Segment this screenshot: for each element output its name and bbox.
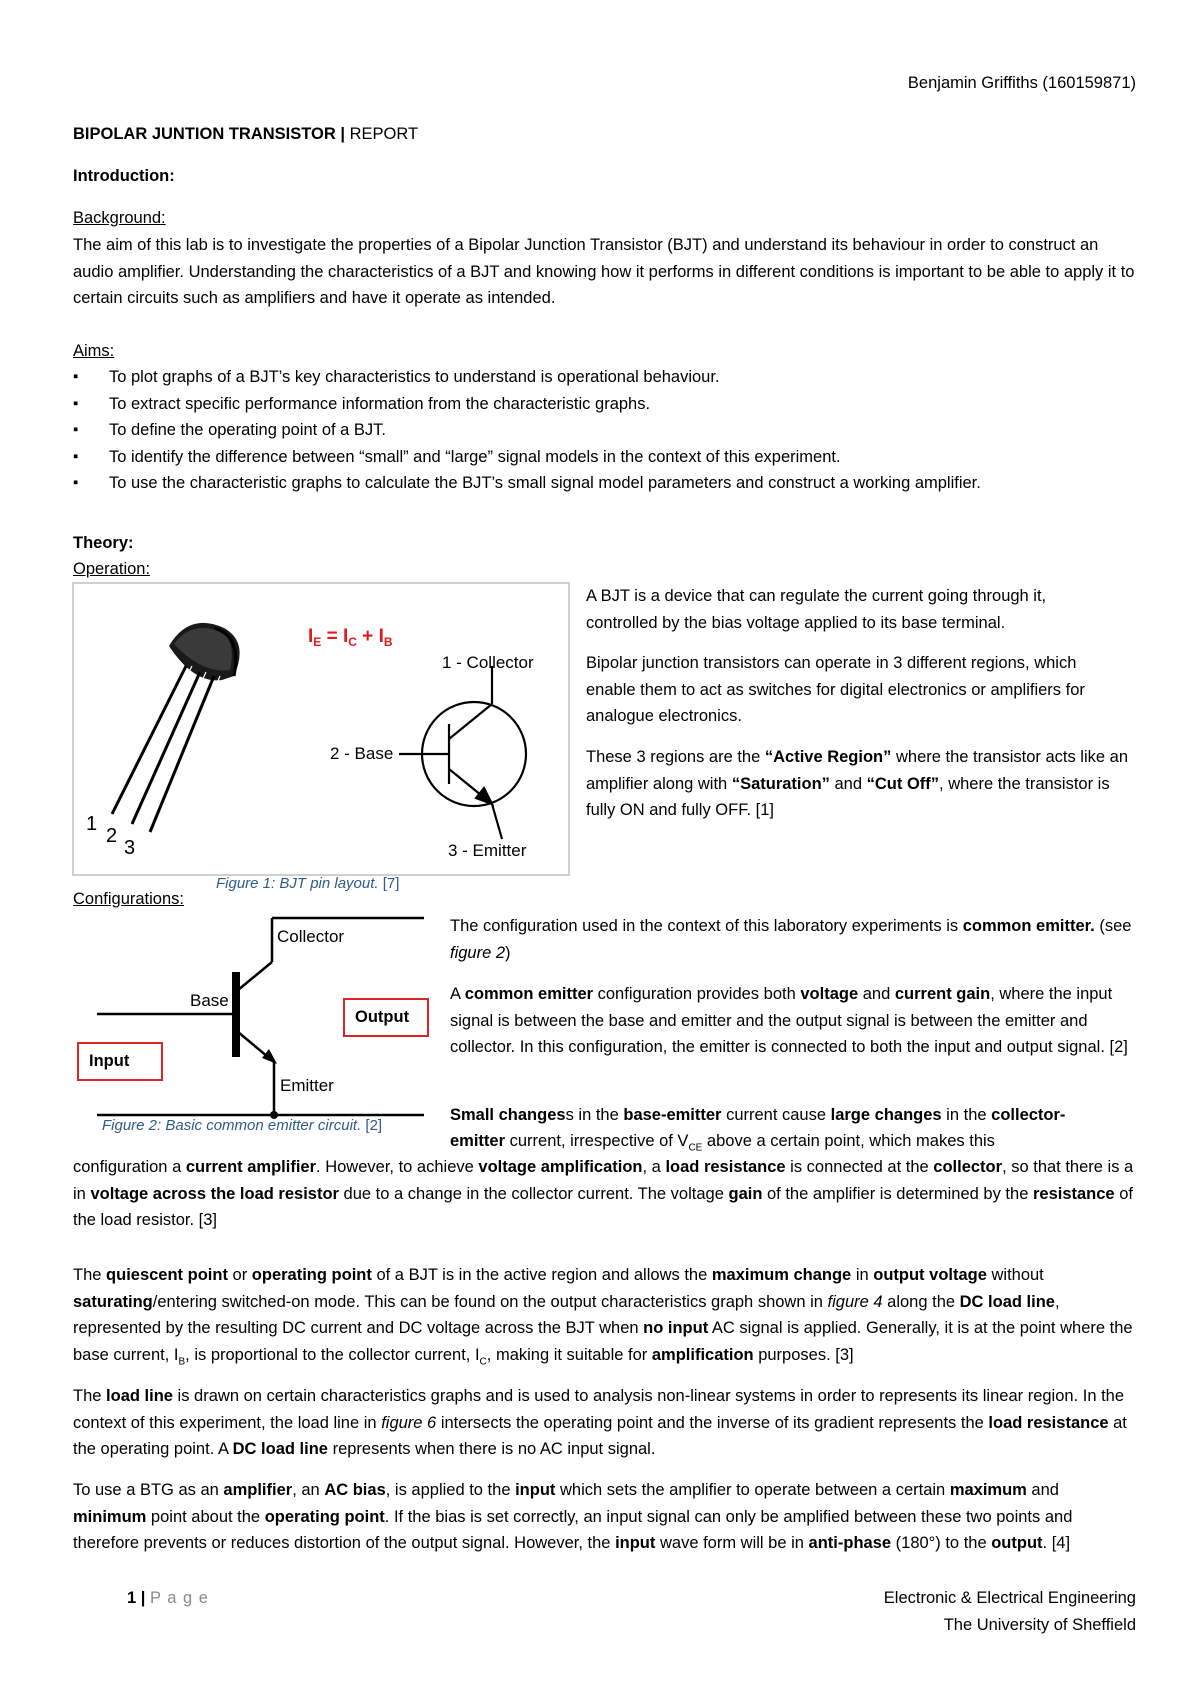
footer-page-number <box>127 1585 209 1612</box>
pin-label: 2 <box>106 825 118 847</box>
title-bold: BIPOLAR JUNTION TRANSISTOR | <box>73 125 345 143</box>
figure-1-caption-ref: [7] <box>378 875 400 892</box>
report-title <box>73 121 418 148</box>
aims-list <box>73 364 1135 497</box>
footer-department: Electronic & Electrical Engineering <box>883 1589 1136 1607</box>
fig2-collector-label: Collector <box>277 927 345 946</box>
aims-heading: Aims: <box>73 342 115 360</box>
page-word: P a g e <box>149 1589 209 1607</box>
configurations-heading: Configurations: <box>73 890 184 908</box>
page-separator: | <box>136 1589 150 1607</box>
collector-label: 1 - Collector <box>442 653 534 672</box>
operation-paragraph-2: Bipolar junction transistors can operate in 3 different regions, which enable them to act as switches for digital electronics or amplifiers for analogue electronics. <box>586 654 1085 725</box>
figure-2-caption <box>102 1113 382 1140</box>
pin-label: 1 <box>86 813 98 835</box>
theory-heading-text: Theory: <box>73 534 134 552</box>
figure-1-caption-text: Figure 1: BJT pin layout. <box>216 875 379 892</box>
figure-1-caption <box>216 871 399 898</box>
quiescent-point-paragraph: The quiescent point or operating point of a BJT is in the active region and allows the maximum change in output voltage without saturating/entering switched-on mode. This can be found on the output characteristics graph shown in figure 4 along the DC load line, represented by the resulting DC current and DC voltage across the BJT when no input AC signal is applied. Generally, it is at the point where the base current, $I_B$, is proportional to the collector current, $I_C$, making it suitable for amplification purposes. [3] <box>73 1266 1133 1367</box>
amplifier-paragraph: To use a BTG as an amplifier, an AC bias, is applied to the input which sets the amplifier to operate between a certain maximum and minimum point about the operating point. If the bias is set correctly, an input signal can only be amplified between these two points and therefore prevents or reduces distortion of the output signal. However, the input wave form will be in anti-phase (180°) to the output. [4] <box>73 1481 1073 1552</box>
theory-heading <box>73 530 134 557</box>
aim-item: ▪ To extract specific performance information from the characteristic graphs. <box>73 391 1135 418</box>
input-label-box: Input <box>77 1042 163 1081</box>
base-label: 2 - Base <box>330 744 394 763</box>
pin-label: 3 <box>124 837 136 859</box>
output-label-box: Output <box>343 998 429 1037</box>
page-number: 1 <box>127 1589 137 1607</box>
aim-item: ▪ To define the operating point of a BJT. <box>73 417 1135 444</box>
footer-university: The University of Sheffield <box>943 1616 1136 1634</box>
npn-symbol-icon <box>399 666 526 839</box>
intro-heading <box>73 163 175 190</box>
config-paragraph-1: The configuration used in the context of this laboratory experiments is common emitter. (see figure 2) <box>450 917 1132 962</box>
figure-2-caption-ref: [2] <box>361 1117 383 1134</box>
operation-paragraph-3: These 3 regions are the “Active Region” where the transistor acts like an amplifier along with “Saturation” and “Cut Off”, where the transistor is fully ON and fully OFF. [1] <box>586 748 1128 819</box>
intro-heading-text: Introduction: <box>73 167 175 185</box>
config-paragraph-2: A common emitter configuration provides both voltage and current gain, where the input signal is between the base and emitter and the output signal is between the emitter and collector. In this configuration, the emitter is connected to both the input and output signal. [2] <box>450 985 1128 1056</box>
bjt-pin-drawing <box>74 584 568 874</box>
current-equation: $I_E = I_C + I_B$ <box>308 626 393 649</box>
operation-heading: Operation: <box>73 560 151 578</box>
config-paragraph-3-rest: configuration a current amplifier. However, to achieve voltage amplification, a load resistance is connected at the collector, so that there is a in voltage across the load resistor due to a change in the collector current. The voltage gain of the amplifier is determined by the resistance of the load resistor. [3] <box>73 1158 1134 1229</box>
transistor-package-icon <box>112 623 240 832</box>
emitter-arrow-icon <box>262 1049 277 1064</box>
figure-2-caption-text: Figure 2: Basic common emitter circuit. <box>102 1117 362 1134</box>
figure-1-bjt-pin-layout <box>72 582 570 876</box>
emitter-label: 3 - Emitter <box>448 841 527 860</box>
background-paragraph: The aim of this lab is to investigate the properties of a Bipolar Junction Transistor (BJT) and understand its behaviour in order to construct an audio amplifier. Understanding the characteristics of a BJT and knowing how it performs in different conditions is important to be able to apply it to certain circuits such as amplifiers and have it operate as intended. <box>73 236 1135 307</box>
load-line-paragraph: The load line is drawn on certain characteristics graphs and is used to analysis non-linear systems in order to represents its linear region. In the context of this experiment, the load line in figure 6 intersects the operating point and the inverse of its gradient represents the load resistance at the operating point. A DC load line represents when there is no AC input signal. <box>73 1387 1127 1458</box>
aim-item: ▪ To use the characteristic graphs to calculate the BJT’s small signal model parameters and construct a working amplifier. <box>73 470 1135 497</box>
transistor-base-bar <box>232 972 240 1057</box>
aim-item: ▪ To identify the difference between “small” and “large” signal models in the context of this experiment. <box>73 444 1135 471</box>
fig2-base-label: Base <box>190 991 229 1010</box>
aim-item: ▪ To plot graphs of a BJT’s key characteristics to understand is operational behaviour. <box>73 364 1135 391</box>
config-paragraph-3-line1: Small changess in the base-emitter current cause large changes in the collector- <box>450 1106 1066 1124</box>
operation-paragraph-1: A BJT is a device that can regulate the current going through it, controlled by the bias voltage applied to its base terminal. <box>586 587 1047 632</box>
background-heading: Background: <box>73 209 166 227</box>
config-paragraph-3-line2: emitter current, irrespective of $V_{CE}$ above a certain point, which makes this <box>450 1132 995 1154</box>
header-author: Benjamin Griffiths (160159871) <box>907 74 1136 92</box>
title-rest: REPORT <box>345 125 419 143</box>
fig2-emitter-label: Emitter <box>280 1076 334 1095</box>
